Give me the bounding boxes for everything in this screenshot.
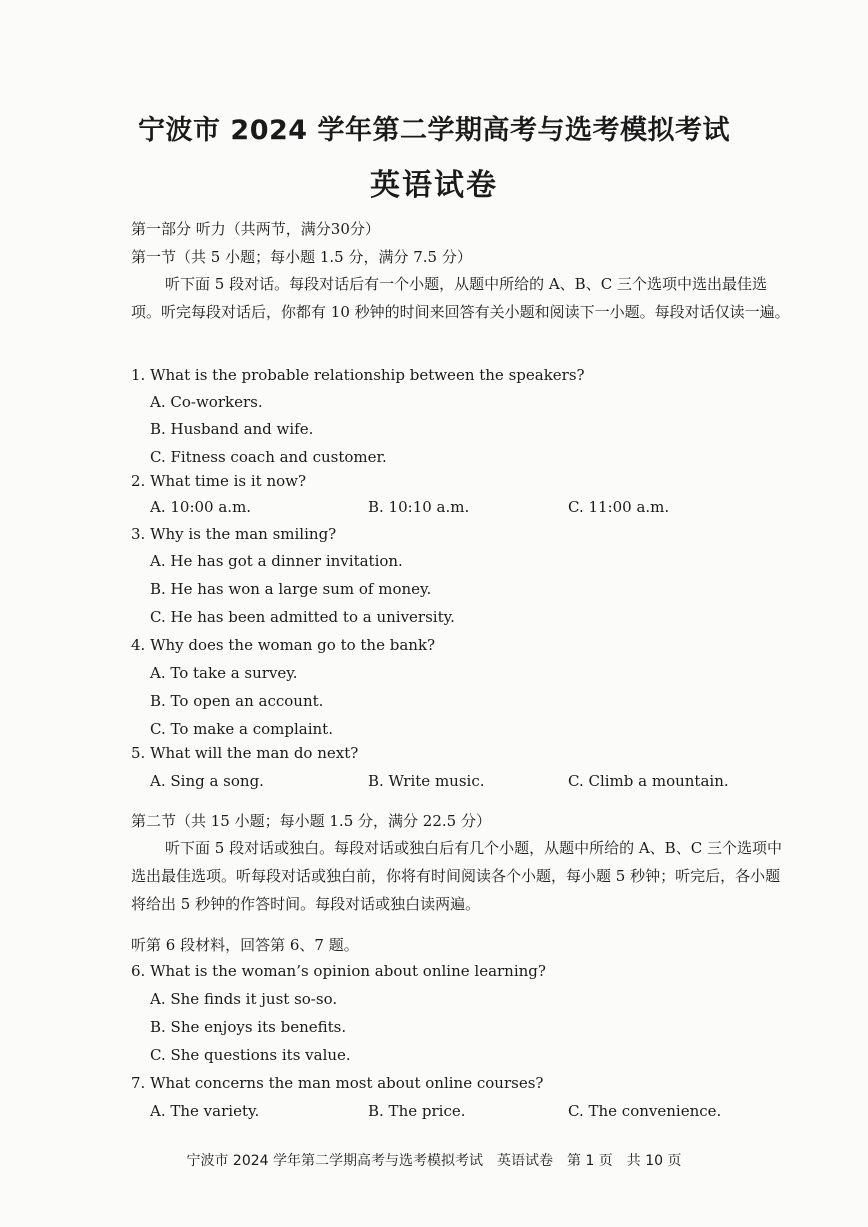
question-2-option-a: A. 10:00 a.m. <box>150 498 252 516</box>
question-3-stem: 3. Why is the man smiling? <box>131 525 337 543</box>
question-7-option-a: A. The variety. <box>150 1102 260 1120</box>
question-4-option-c: C. To make a complaint. <box>150 720 333 738</box>
question-6-stem: 6. What is the woman’s opinion about online learning? <box>131 962 546 980</box>
question-6-option-b: B. She enjoys its benefits. <box>150 1018 347 1036</box>
question-7-option-b: B. The price. <box>368 1102 466 1120</box>
question-7-stem: 7. What concerns the man most about online courses? <box>131 1074 544 1092</box>
question-4-stem: 4. Why does the woman go to the bank? <box>131 636 436 654</box>
question-3-option-c: C. He has been admitted to a university. <box>150 608 455 626</box>
material-6-heading: 听第 6 段材料，回答第 6、7 题。 <box>131 936 359 954</box>
question-3-option-a: A. He has got a dinner invitation. <box>150 552 403 570</box>
section1-heading: 第一节（共 5 小题；每小题 1.5 分，满分 7.5 分） <box>131 248 472 266</box>
question-2-option-b: B. 10:10 a.m. <box>368 498 470 516</box>
question-1-option-a: A. Co-workers. <box>150 393 263 411</box>
question-1-option-b: B. Husband and wife. <box>150 420 314 438</box>
question-2-option-c: C. 11:00 a.m. <box>568 498 670 516</box>
question-2-stem: 2. What time is it now? <box>131 472 307 490</box>
section2-instructions: 听下面 5 段对话或独白。每段对话或独白后有几个小题，从题中所给的 A、B、C 三个选项中选出最佳选项。听每段对话或独白前，你将有时间阅读各个小题，每小题 5 秒钟；听完后，各小题将给出 5 秒钟的作答时间。每段对话或独白读两遍。 <box>131 839 782 913</box>
exam-title: 宁波市 2024 学年第二学期高考与选考模拟考试 <box>138 115 730 146</box>
question-5-option-c: C. Climb a mountain. <box>568 772 729 790</box>
exam-subtitle: 英语试卷 <box>370 168 498 203</box>
question-6-option-c: C. She questions its value. <box>150 1046 351 1064</box>
part1-heading: 第一部分 听力（共两节，满分30分） <box>131 220 380 238</box>
question-6-option-a: A. She finds it just so-so. <box>150 990 338 1008</box>
question-4-option-a: A. To take a survey. <box>150 664 298 682</box>
question-3-option-b: B. He has won a large sum of money. <box>150 580 432 598</box>
question-4-option-b: B. To open an account. <box>150 692 324 710</box>
question-5-stem: 5. What will the man do next? <box>131 744 359 762</box>
question-1-stem: 1. What is the probable relationship between the speakers? <box>131 366 585 384</box>
question-5-option-a: A. Sing a song. <box>150 772 264 790</box>
page-footer: 宁波市 2024 学年第二学期高考与选考模拟考试 英语试卷 第 1 页 共 10 页 <box>186 1153 682 1169</box>
section2-heading: 第二节（共 15 小题；每小题 1.5 分，满分 22.5 分） <box>131 812 491 830</box>
section1-instructions: 听下面 5 段对话。每段对话后有一个小题，从题中所给的 A、B、C 三个选项中选出最佳选项。听完每段对话后，你都有 10 秒钟的时间来回答有关小题和阅读下一小题。每段对话仅读一遍。 <box>131 275 790 321</box>
question-5-option-b: B. Write music. <box>368 772 485 790</box>
question-1-option-c: C. Fitness coach and customer. <box>150 448 387 466</box>
question-7-option-c: C. The convenience. <box>568 1102 722 1120</box>
